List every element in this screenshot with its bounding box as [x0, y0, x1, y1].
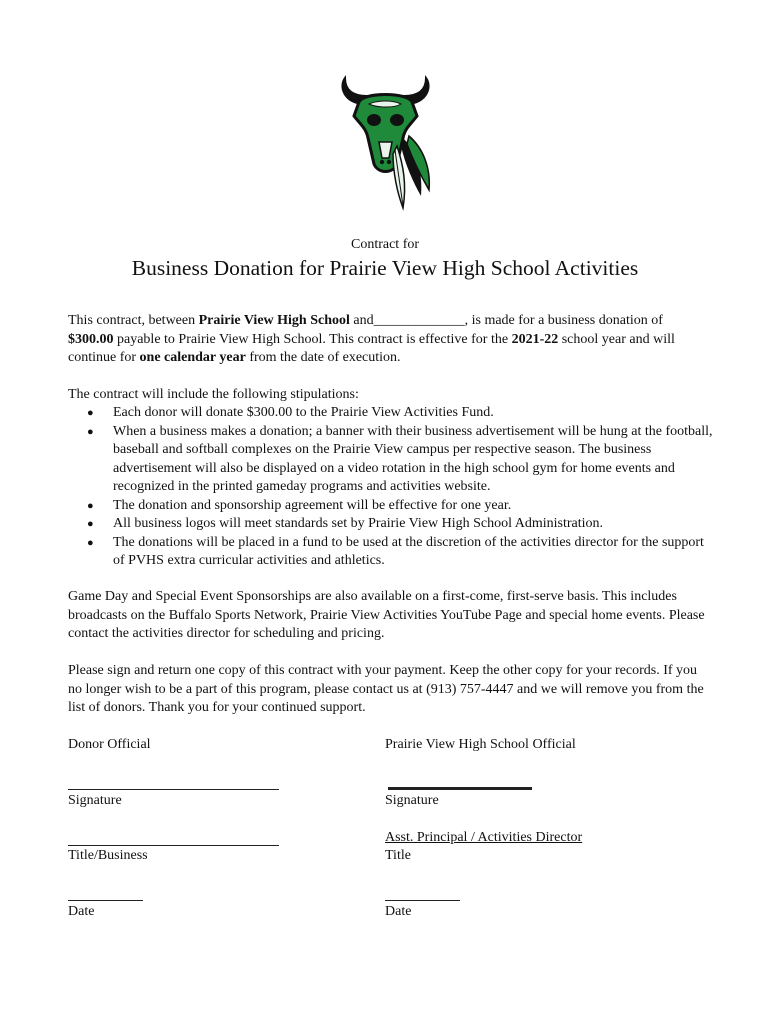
bullet-icon: ●	[87, 518, 94, 530]
school-signature-label: Signature	[385, 793, 439, 808]
intro-school-year: 2021-22	[511, 331, 559, 347]
school-signature-line	[388, 787, 532, 790]
intro-text-5: from the date of execution.	[245, 350, 401, 365]
list-item	[68, 404, 718, 423]
stipulations-list	[68, 404, 718, 571]
school-date-line[interactable]	[385, 900, 460, 901]
bullet-icon: ●	[87, 536, 94, 549]
donor-signature-label: Signature	[68, 793, 122, 808]
intro-school-name: Prairie View High School	[198, 313, 350, 328]
bullet-icon: ●	[87, 499, 94, 512]
school-date-label: Date	[385, 904, 412, 919]
bullet-icon: ●	[87, 425, 94, 438]
school-title-label: Title	[385, 848, 411, 863]
list-item-text: The donations will be placed in a fund to be used at the discretion of the activities director for the support of PVHS extra curricular activities and athletics.	[113, 534, 704, 568]
donor-title-label: Title/Business	[68, 848, 148, 863]
list-item-text: Each donor will donate $300.00 to the Prairie View Activities Fund.	[113, 405, 494, 420]
donor-official-heading: Donor Official	[68, 737, 151, 752]
list-item-text: All business logos will meet standards set by Prairie View High School Administration.	[113, 516, 604, 531]
buffalo-skull-logo	[333, 72, 438, 212]
intro-paragraph	[68, 312, 708, 368]
list-item	[68, 497, 718, 516]
school-official-heading: Prairie View High School Official	[385, 737, 576, 752]
list-item	[68, 515, 718, 534]
contract-title: Business Donation for Prairie View High School Activities	[131, 256, 639, 280]
intro-text-2: and_____________, is made for a business donation of	[349, 313, 663, 328]
school-title-value: Asst. Principal / Activities Director	[385, 830, 583, 845]
intro-text-3: payable to Prairie View High School. This contract is effective for the	[113, 331, 512, 347]
sponsorships-paragraph: Game Day and Special Event Sponsorships are also available on a first-come, first-serve basis. This includes broadcasts on the Buffalo Sports Network, Prairie View Activities YouTube Page and special home events. Please contact the activities director for scheduling and pricing.	[68, 589, 705, 641]
list-item-text: The donation and sponsorship agreement will be effective for one year.	[113, 497, 512, 513]
stipulations-lead: The contract will include the following stipulations:	[68, 387, 359, 402]
bullet-icon: ●	[87, 407, 94, 419]
list-item-text: When a business makes a donation; a banner with their business advertisement will be hung at the football, baseball and softball complexes on the Prairie View campus per respective season. The business advertisement will also be displayed on a video rotation in the high school gym for home events and recognized in the printed gameday programs and activities website.	[113, 423, 713, 494]
list-item	[68, 534, 718, 571]
intro-text-1: This contract, between	[68, 313, 199, 328]
donor-date-line[interactable]	[68, 900, 143, 901]
donor-title-line[interactable]	[68, 845, 279, 846]
closing-paragraph: Please sign and return one copy of this contract with your payment. Keep the other copy for your records. If you no longer wish to be a part of this program, please contact us at (913) 757-4447 and we will remove you from the list of donors. Thank you for your continued support.	[68, 663, 704, 715]
intro-text-4: school year and will continue for	[68, 331, 675, 365]
donor-signature-line[interactable]	[68, 789, 279, 790]
contract-subtitle: Contract for	[350, 237, 420, 252]
donor-date-label: Date	[68, 904, 95, 919]
list-item	[68, 423, 718, 497]
intro-amount: $300.00	[68, 331, 114, 347]
intro-duration: one calendar year	[139, 350, 246, 365]
